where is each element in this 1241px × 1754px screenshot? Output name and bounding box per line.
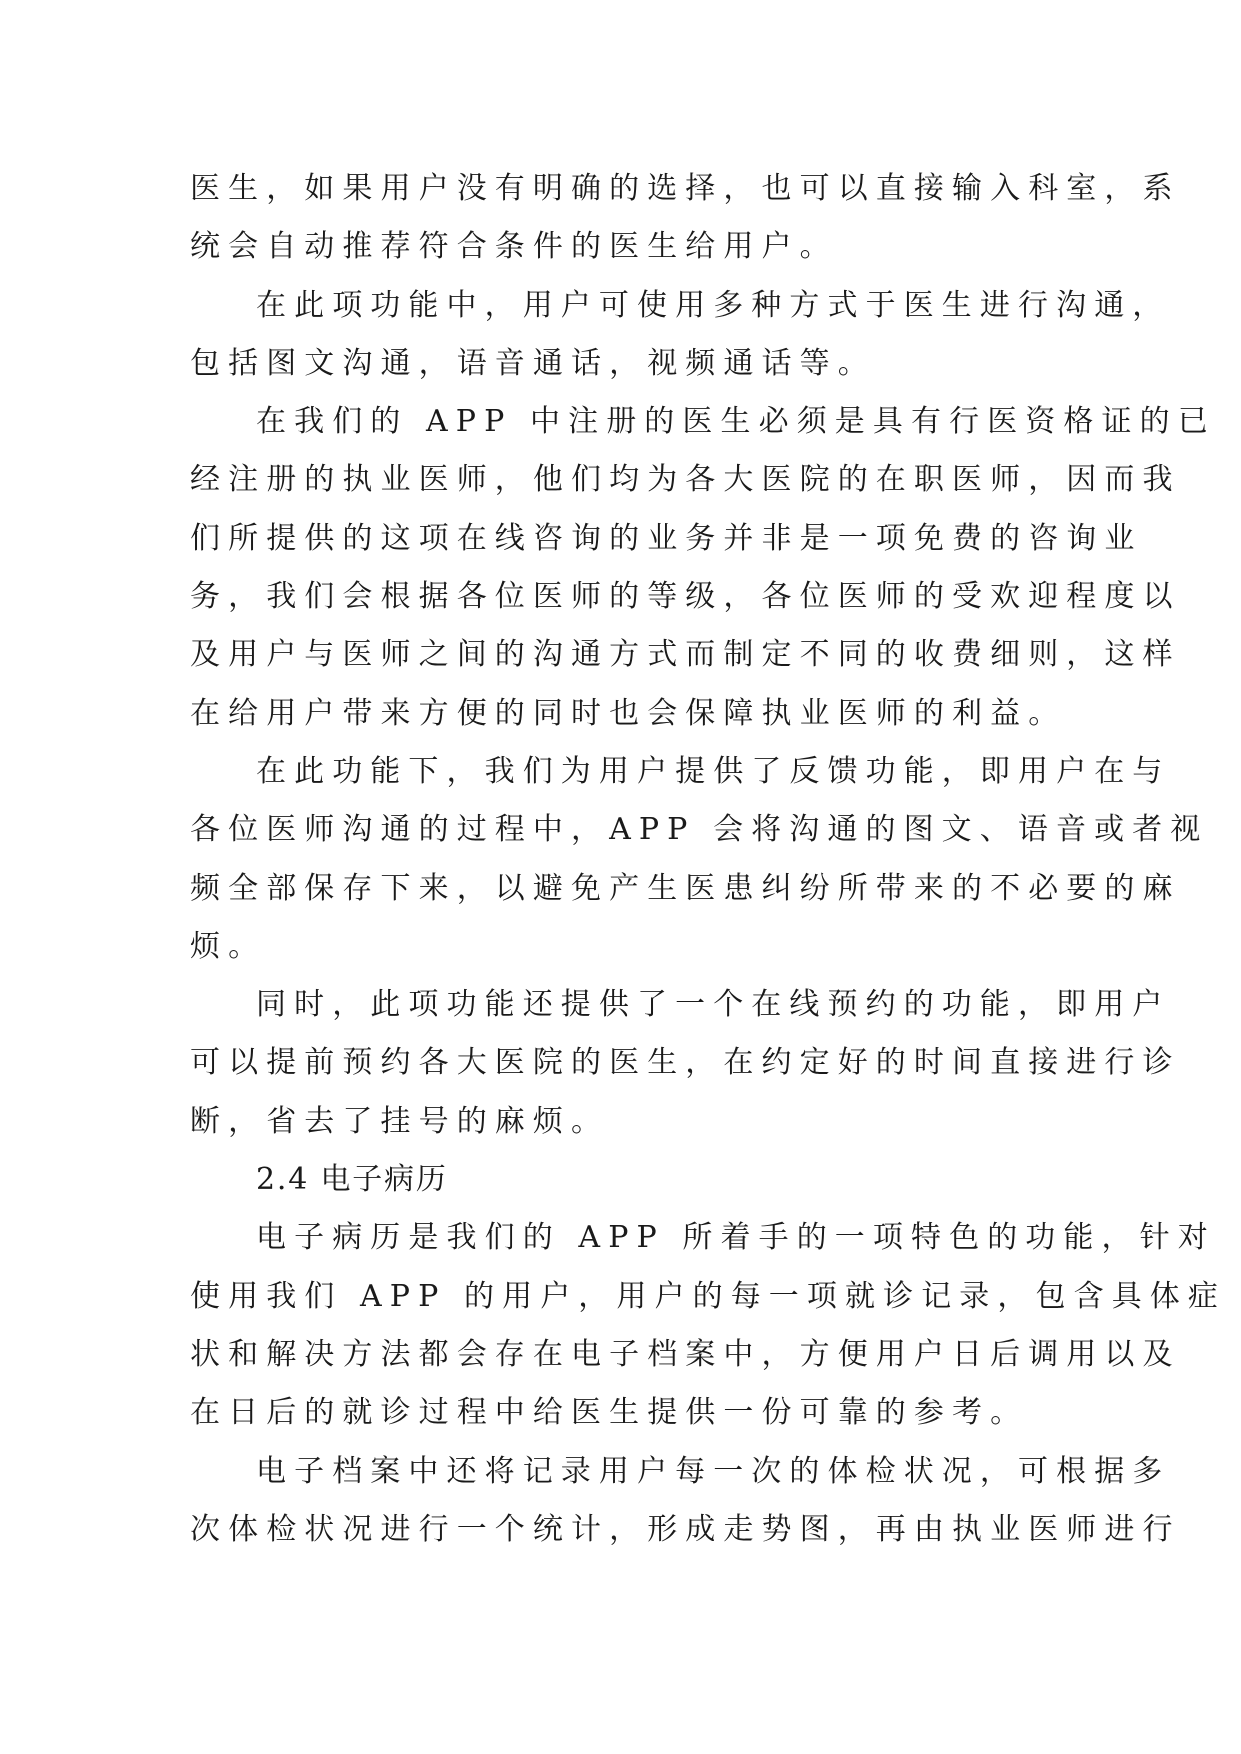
text-line: 电子档案中还将记录用户每一次的体检状况，可根据多: [256, 1453, 1171, 1489]
text-line: 同时，此项功能还提供了一个在线预约的功能，即用户: [256, 987, 1171, 1023]
document-body: [190, 160, 1227, 1559]
section-heading: 2.4 电子病历: [256, 1162, 448, 1198]
text-line: 电子病历是我们的 APP 所着手的一项特色的功能，针对: [256, 1220, 1216, 1256]
text-line: 在给用户带来方便的同时也会保障执业医师的利益。: [190, 695, 1067, 731]
text-line: 统会自动推荐符合条件的医生给用户。: [190, 229, 838, 265]
text-line: 使用我们 APP 的用户，用户的每一项就诊记录，包含具体症: [190, 1278, 1227, 1314]
text-line: 断，省去了挂号的麻烦。: [190, 1103, 610, 1139]
text-line: 各位医师沟通的过程中，APP 会将沟通的图文、语音或者视: [190, 812, 1209, 848]
text-line: 在我们的 APP 中注册的医生必须是具有行医资格证的已: [256, 404, 1216, 440]
text-line: 频全部保存下来，以避免产生医患纠纷所带来的不必要的麻: [190, 870, 1181, 906]
text-line: 烦。: [190, 928, 267, 964]
text-line: 务，我们会根据各位医师的等级，各位医师的受欢迎程度以: [190, 579, 1181, 615]
text-line: 们所提供的这项在线咨询的业务并非是一项免费的咨询业: [190, 520, 1143, 556]
text-line: 次体检状况进行一个统计，形成走势图，再由执业医师进行: [190, 1511, 1181, 1547]
text-line: 包括图文沟通，语音通话，视频通话等。: [190, 345, 876, 381]
text-line: 经注册的执业医师，他们均为各大医院的在职医师，因而我: [190, 462, 1181, 498]
text-line: 及用户与医师之间的沟通方式而制定不同的收费细则，这样: [190, 637, 1181, 673]
text-line: 状和解决方法都会存在电子档案中，方便用户日后调用以及: [190, 1336, 1181, 1372]
text-line: 医生，如果用户没有明确的选择，也可以直接输入科室，系: [190, 171, 1181, 206]
text-line: 在此功能下，我们为用户提供了反馈功能，即用户在与: [256, 753, 1171, 789]
text-line: 可以提前预约各大医院的医生，在约定好的时间直接进行诊: [190, 1045, 1181, 1081]
text-line: 在此项功能中，用户可使用多种方式于医生进行沟通，: [256, 287, 1171, 323]
text-line: 在日后的就诊过程中给医生提供一份可靠的参考。: [190, 1395, 1029, 1431]
